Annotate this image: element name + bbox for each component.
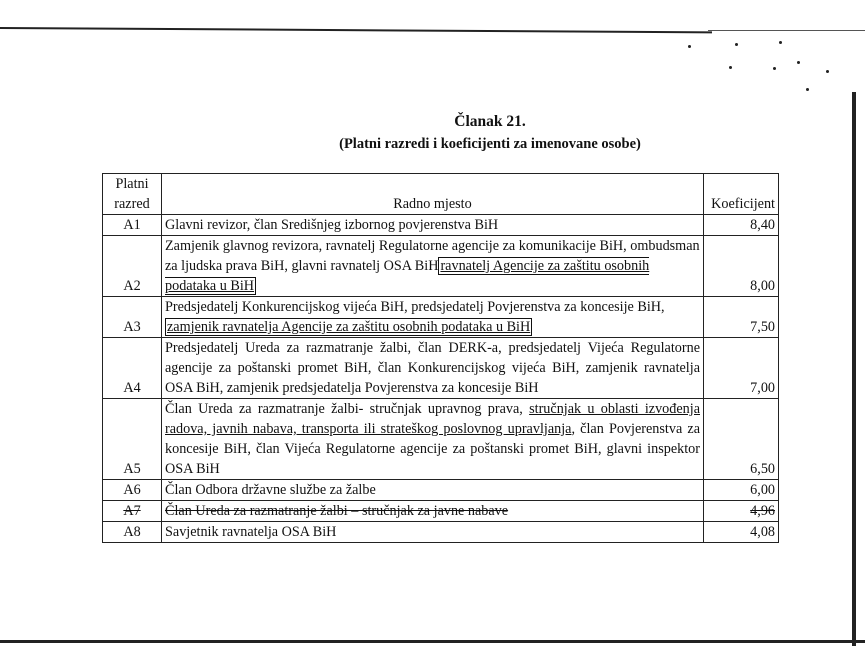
row-position (162, 297, 704, 338)
header-grade-line1: Platni (115, 176, 149, 192)
scan-speck (688, 45, 691, 48)
scan-border-top-right (708, 30, 865, 31)
amendment-box: zamjenik ravnatelja Agencije za zaštitu osobnih podataka u BiH (167, 319, 531, 335)
scan-speck (806, 88, 809, 91)
row-coefficient: 7,00 (704, 338, 779, 399)
row-position: Član Ureda za razmatranje žalbi – stručnjak za javne nabave (162, 501, 704, 522)
scan-border-right (852, 92, 856, 646)
row-position: Glavni revizor, član Središnjeg izbornog povjerenstva BiH (162, 215, 704, 236)
row-position: Predsjedatelj Ureda za razmatranje žalbi, član DERK-a, predsjedatelj Vijeća Regulatorne agencije za poštanski promet BiH, član Konkurencijskog vijeća BiH, zamjenik ravnatelja OSA BiH, zamjenik predsjedatelja Povjerenstva za koncesije BiH (162, 338, 704, 399)
table-row (103, 399, 779, 480)
row-coefficient: 6,50 (704, 399, 779, 480)
pay-grade-table (102, 173, 779, 543)
scan-speck (797, 61, 800, 64)
scan-speck (773, 67, 776, 70)
row-grade: A4 (103, 338, 162, 399)
row-coefficient: 8,40 (704, 215, 779, 236)
table-row (103, 215, 779, 236)
row-grade: A1 (103, 215, 162, 236)
table-row-struck (103, 501, 779, 522)
amendment-underline: stručnjak u oblasti izvođenja radova, javnih nabava, transporta ili strateškog poslovnog upravljanja (165, 401, 700, 437)
row-coefficient: 4,08 (704, 522, 779, 543)
row-position-text-continued: , član Povjerenstva za koncesije BiH, član Vijeća Regulatorne agencije za poštanski promet BiH, glavni inspektor OSA BiH (165, 421, 701, 477)
table-row (103, 338, 779, 399)
scan-border-bottom (0, 640, 865, 643)
row-coefficient: 6,00 (704, 480, 779, 501)
row-position: Savjetnik ravnatelja OSA BiH (162, 522, 704, 543)
row-grade: A2 (103, 236, 162, 297)
row-grade: A6 (103, 480, 162, 501)
row-grade: A8 (103, 522, 162, 543)
scan-speck (779, 41, 782, 44)
row-grade: A5 (103, 399, 162, 480)
table-header-row (103, 174, 779, 215)
row-position-text: Član Ureda za razmatranje žalbi- stručnjak upravnog prava, (165, 401, 523, 417)
header-grade (103, 174, 162, 215)
row-position (162, 236, 704, 297)
row-position (162, 399, 704, 480)
row-coefficient: 7,50 (704, 297, 779, 338)
row-position-text: Zamjenik glavnog revizora, ravnatelj Regulatorne agencije za komunikacije BiH, ombudsman za ljudska prava BiH, glavni ravnatelj OSA BiH (165, 238, 700, 274)
scan-speck (735, 43, 738, 46)
table-row (103, 236, 779, 297)
article-subtitle: (Platni razredi i koeficijenti za imenovane osobe) (339, 136, 641, 152)
row-position-text: Predsjedatelj Konkurencijskog vijeća BiH, predsjedatelj Povjerenstva za koncesije BiH, (165, 299, 665, 315)
table-row (103, 297, 779, 338)
scan-speck (729, 66, 732, 69)
header-coefficient: Koeficijent (704, 174, 779, 215)
scan-speck (826, 70, 829, 73)
header-grade-line2: razred (114, 196, 150, 212)
row-position: Član Odbora državne službe za žalbe (162, 480, 704, 501)
row-grade: A3 (103, 297, 162, 338)
scan-border-top (0, 27, 712, 33)
row-grade: A7 (103, 501, 162, 522)
row-coefficient: 8,00 (704, 236, 779, 297)
table-row (103, 480, 779, 501)
table-row (103, 522, 779, 543)
header-position: Radno mjesto (162, 174, 704, 215)
amendment-box: ravnatelj Agencije za zaštitu osobnih podataka u BiH (165, 258, 650, 294)
row-coefficient: 4,96 (704, 501, 779, 522)
article-title: Članak 21. (454, 113, 526, 130)
